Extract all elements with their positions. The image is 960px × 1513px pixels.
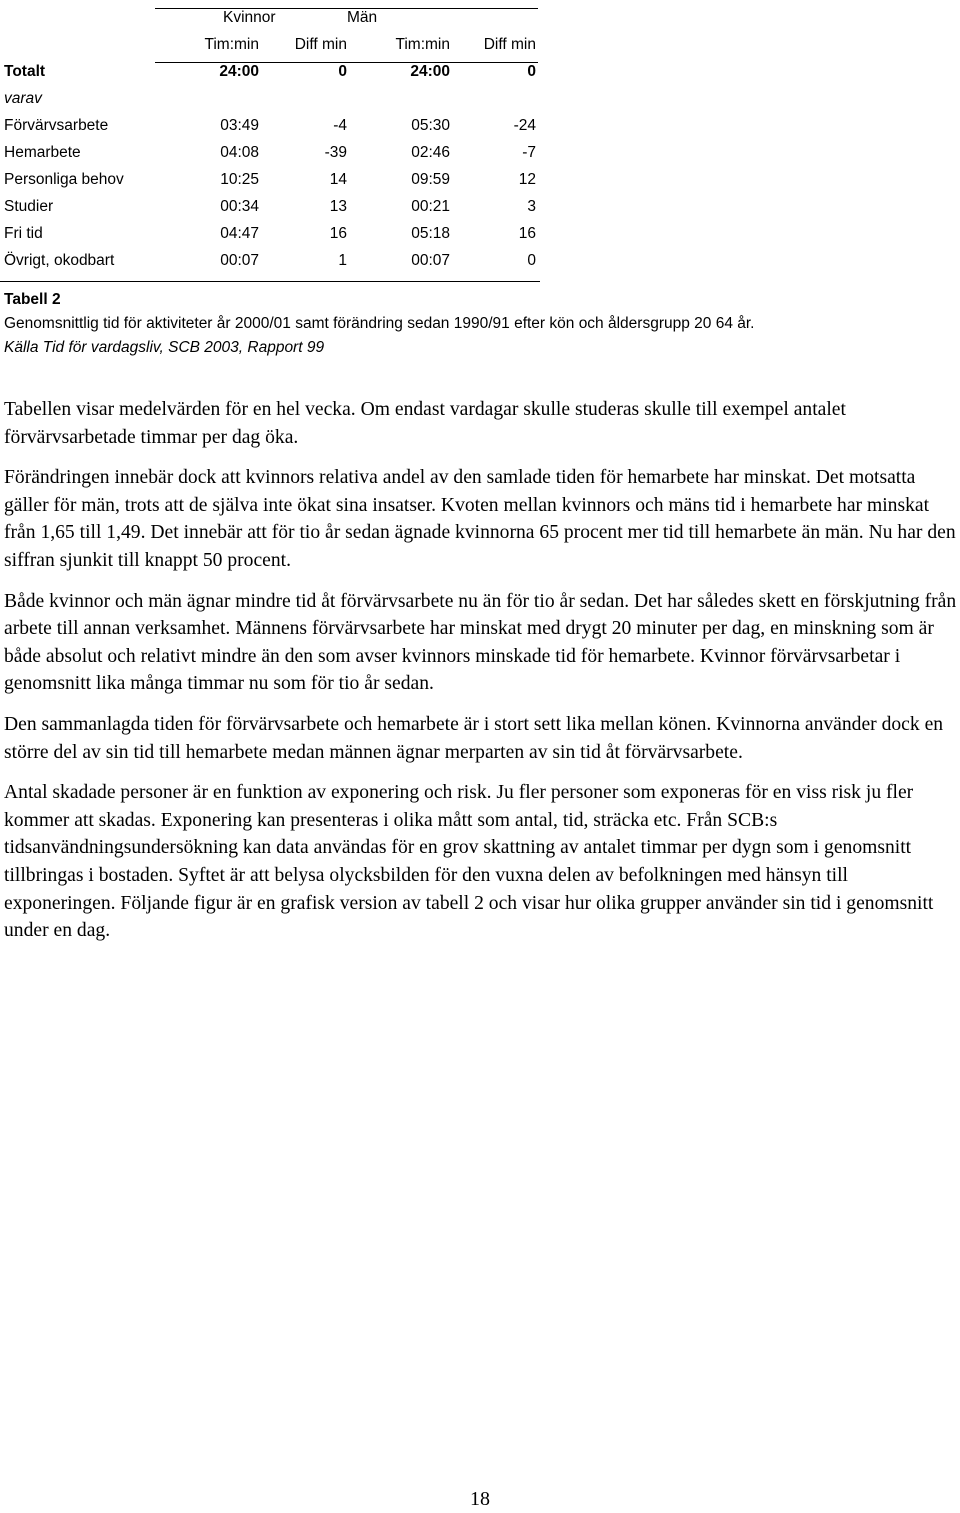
table-cell: 00:07 bbox=[220, 252, 259, 269]
table-row bbox=[0, 139, 540, 166]
table-row bbox=[0, 220, 540, 247]
table-row bbox=[0, 166, 540, 193]
table-cell: 03:49 bbox=[220, 117, 259, 134]
group-header-man: Män bbox=[347, 9, 378, 26]
table-cell: 16 bbox=[329, 225, 347, 242]
table-row bbox=[0, 247, 540, 274]
table-cell: 1 bbox=[338, 252, 347, 269]
table-row bbox=[0, 112, 540, 139]
row-label: varav bbox=[4, 90, 42, 107]
activity-table bbox=[0, 4, 540, 274]
table-row-totalt bbox=[0, 58, 540, 85]
table-cell: 00:07 bbox=[411, 252, 450, 269]
paragraph: Tabellen visar medelvärden för en hel vecka. Om endast vardagar skulle studeras skulle till exempel antalet förvärvsarbetade timmar per dag öka. bbox=[4, 399, 846, 448]
paragraph: Antal skadade personer är en funktion av exponering och risk. Ju fler personer som exponeras för en viss risk ju fler kommer att skadas. Exponering kan presenteras i olika mått som antal, tid, sträcka etc. Från SCB:s tidsanvändningsundersökning kan data användas för en grov skattning av antalet timmar per dygn som i genomsnitt tillbringas i bostaden. Syftet är att belysa olycksbilden för den vuxna delen av befolkningen med hänsyn till exponeringen. Följande figur är en grafisk version av tabell 2 och visar hur olika grupper använder sin tid i genomsnitt under en dag. bbox=[4, 782, 934, 942]
table-cell: 16 bbox=[518, 225, 536, 242]
table-cell: 24:00 bbox=[219, 63, 259, 80]
caption-description: Genomsnittlig tid för aktiviteter år 2000/01 samt förändring sedan 1990/91 efter kön och åldersgrupp 20 64 år. bbox=[4, 315, 755, 332]
table-cell: 14 bbox=[329, 171, 347, 188]
table-cell: 02:46 bbox=[411, 144, 450, 161]
table-row-varav bbox=[0, 85, 540, 112]
table-cell: 04:47 bbox=[220, 225, 259, 242]
table-cell: 09:59 bbox=[411, 171, 450, 188]
table-cell: 0 bbox=[527, 252, 536, 269]
column-header-man-diff: Diff min bbox=[483, 36, 536, 53]
table-bottom-rule bbox=[0, 281, 540, 282]
table-cell: 04:08 bbox=[220, 144, 259, 161]
table-cell: 0 bbox=[527, 63, 536, 80]
table-cell: 10:25 bbox=[220, 171, 259, 188]
table-cell: 13 bbox=[329, 198, 347, 215]
table-cell: 12 bbox=[518, 171, 536, 188]
row-label: Studier bbox=[4, 198, 54, 215]
body-text bbox=[4, 396, 958, 958]
page-number: 18 bbox=[470, 1488, 490, 1510]
row-label: Personliga behov bbox=[4, 171, 124, 188]
row-label: Hemarbete bbox=[4, 144, 81, 161]
caption-source: Källa Tid för vardagsliv, SCB 2003, Rapport 99 bbox=[4, 339, 325, 356]
table-group-header-row bbox=[0, 4, 540, 31]
table-row bbox=[0, 193, 540, 220]
row-label: Totalt bbox=[4, 63, 46, 80]
column-header-kvinnor-diff: Diff min bbox=[294, 36, 347, 53]
table-cell: 0 bbox=[338, 63, 347, 80]
table-cell: -4 bbox=[333, 117, 347, 134]
caption-title: Tabell 2 bbox=[4, 291, 61, 308]
row-label: Övrigt, okodbart bbox=[4, 252, 115, 269]
table-cell: -39 bbox=[324, 144, 347, 161]
table-cell: 3 bbox=[527, 198, 536, 215]
paragraph: Både kvinnor och män ägnar mindre tid åt förvärvsarbete nu än för tio år sedan. Det har således skett en förskjutning från arbete till annan verksamhet. Männens förvärvsarbete har minskat med drygt 20 minuter per dag, en minskning som är både absolut och relativt mindre än den som avser kvinnors minskade tid för hemarbete. Kvinnor förvärvsarbetar i genomsnitt lika många timmar nu som för tio år sedan. bbox=[4, 590, 957, 695]
column-header-man-tim: Tim:min bbox=[395, 36, 450, 53]
table-column-header-row bbox=[0, 31, 540, 58]
table-cell: 05:30 bbox=[411, 117, 450, 134]
row-label: Fri tid bbox=[4, 225, 43, 242]
column-header-kvinnor-tim: Tim:min bbox=[204, 36, 259, 53]
row-label: Förvärvsarbete bbox=[4, 117, 109, 134]
paragraph: Den sammanlagda tiden för förvärvsarbete och hemarbete är i stort sett lika mellan könen. Kvinnorna använder dock en större del av sin tid till hemarbete medan männen ägnar merparten av sin tid åt förvärvsarbete. bbox=[4, 713, 944, 763]
table-cell: -24 bbox=[513, 117, 536, 134]
table-caption bbox=[4, 288, 954, 360]
group-header-kvinnor: Kvinnor bbox=[223, 9, 276, 26]
table-cell: 24:00 bbox=[410, 63, 450, 80]
table-cell: -7 bbox=[522, 144, 536, 161]
table-cell: 00:21 bbox=[411, 198, 450, 215]
table-cell: 05:18 bbox=[411, 225, 450, 242]
paragraph: Förändringen innebär dock att kvinnors relativa andel av den samlade tiden för hemarbete har minskat. Det motsatta gäller för män, trots att de själva inte ökat sina insatser. Kvoten mellan kvinnors och mäns tid i hemarbete har minskat från 1,65 till 1,49. Det innebär att för tio år sedan ägnade kvinnorna 65 procent mer tid till hemarbete än män. Nu har den siffran sjunkit till knappt 50 procent. bbox=[4, 467, 956, 571]
table-cell: 00:34 bbox=[220, 198, 259, 215]
